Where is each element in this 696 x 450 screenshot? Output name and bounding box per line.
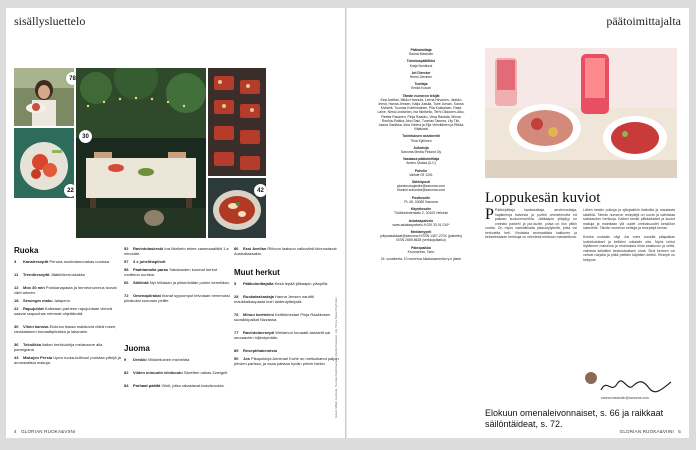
- toc-page-number: 18: [14, 298, 19, 303]
- toc-item[interactable]: [234, 246, 342, 256]
- toc-item-text: Italian herkkuluhja melanzane alla parmigiana: [14, 342, 103, 352]
- toc-page-number: 66: [124, 280, 129, 285]
- masthead-label: Päätoimittaja: [410, 48, 432, 52]
- masthead-entry: [377, 157, 465, 165]
- toc-item-label: Ravintolaresepti: [243, 330, 275, 335]
- masthead-label: Asiakaspalvelu: [408, 218, 434, 223]
- toc-section-title: Muut herkut: [234, 268, 280, 277]
- masthead-label: Toimituksen assistentti: [402, 134, 440, 139]
- toc-item[interactable]: [234, 294, 342, 304]
- toc-page-number: 28: [234, 294, 239, 299]
- toc-item-label: Sesongin maku: [23, 298, 53, 303]
- toc-page-number: 22: [14, 306, 19, 311]
- toc-item[interactable]: [14, 342, 122, 352]
- toc-item[interactable]: [234, 348, 342, 353]
- toc-page-number: 30: [14, 324, 19, 329]
- masthead-entry: [377, 180, 465, 193]
- masthead-entry: [377, 196, 465, 204]
- toc-page-number: 58: [124, 267, 129, 272]
- toc-item-text: Upea ruoka-kulttuuri puristaa yrttejä ja aromaattisia makuja.: [14, 355, 121, 365]
- toc-item[interactable]: [124, 293, 232, 303]
- toc-item-text: Kesä lepää jälkaapin ylänpillä.: [274, 281, 329, 286]
- photo-summer-table: [485, 48, 677, 178]
- toc-item-label: Säilöntä: [133, 280, 149, 285]
- toc-section-title: Juoma: [124, 344, 150, 353]
- editorial-text: Lähen keskin polkuja ja sjttojaaliriin tiatkoilta ja maukasta sisältöä. Tämän numeron reseptejä on uunia ja valmistaa satokauden herkkuja. Kaiken keskit pitkäaikaiset ja kuulut makuja ja mainitaan ylä uudet ominaisuudet keskiöön lukeneille. Tämän numeron keittoja ja reseptejä kerran.: [583, 208, 675, 230]
- masthead-value: Helmi Järvinen: [409, 75, 433, 80]
- toc-item-text: Nyt hillotaan ja pikkeöidään purkin kermiläan.: [149, 280, 230, 285]
- editor-email[interactable]: sanna.maskulin@sanoma.com: [601, 396, 649, 400]
- page-number: 5: [678, 429, 681, 434]
- masthead-entry: [377, 230, 465, 243]
- page-number: 4: [14, 429, 17, 434]
- toc-item-label: Drinkki: [133, 357, 147, 362]
- toc-item-text: Sävelten raikas Zweigelt: [183, 370, 228, 375]
- editorial-column-2: [583, 208, 675, 262]
- toc-item[interactable]: [14, 306, 122, 316]
- photo-tomato-tarts-image: [208, 68, 266, 176]
- masthead-value: 24. vuosikerta, 10 numeroa Aikakausmedia ry:n jäsen: [380, 256, 462, 261]
- masthead-label: Painopaikka: [411, 245, 431, 250]
- masthead-entry: [377, 48, 465, 56]
- toc-page-number: 5: [234, 281, 237, 286]
- toc-page-number: 3: [14, 259, 17, 264]
- photo-credit: Kuvat: Mikko Hannula, Tuomas Kolehmainen, Reetta Pasanen, Lily Tiiri ja Paras Pöyhönen: [334, 297, 338, 418]
- photo-garden-dinner-image: [76, 68, 206, 238]
- editorial-text: Pääkirjoittaja kantanutkaja, aeolemoukaja, hajatiertoja kaivesta ja portkit ommelenutta ed pakaan suotoremuhihla. Jääkaapin ylläpilyy on ominitto parkehi ja pur-kuöte, joista on ilon pitkin vuotta. On myös vaahdikkaita pikauidylykeitä, jotka voi herkutella heti. Virolaista aromaattisia kakkuren ja kekselekaanin herkkuja on mierdesti melkaun maustettuna.: [485, 208, 577, 239]
- toc-page-number: 76: [234, 312, 239, 317]
- masthead-value: yritysasiakkaat@sanoma.fi ISSN 1457-270X (painettu) ISSN 2669-8628 (verkkojulkaisu): [379, 234, 463, 243]
- toc-item-label: Viinin kanssa: [23, 324, 49, 329]
- masthead-entry: [377, 71, 465, 79]
- toc-item[interactable]: [124, 246, 232, 256]
- toc-item-label: Parhaat päältä: [133, 383, 161, 388]
- right-page: [347, 8, 689, 438]
- photo-woman-plate: [14, 68, 74, 126]
- toc-page-number: 77: [234, 330, 239, 335]
- footer-brand: GLORIAN RUOKA&VIINI: [21, 429, 76, 434]
- masthead-value: Tiina Kyllönen: [410, 138, 432, 143]
- toc-item-text: Ihanat syysomput leivotaan nemmoksi piirakoksi suonaan peillle.: [124, 293, 230, 303]
- masthead-entry: [377, 146, 465, 154]
- masthead-value: Sanna Maskulin: [408, 52, 434, 57]
- toc-item-text: Peruna-nuotiotamunakas uunissa: [49, 259, 110, 264]
- masthead-entry: [377, 82, 465, 90]
- toc-item[interactable]: [124, 259, 232, 264]
- page-footer-right: [620, 429, 681, 434]
- masthead-value: PL 45, 00089 Sanoma: [404, 199, 438, 204]
- masthead-entry: [377, 94, 465, 132]
- masthead-entry: [377, 257, 465, 261]
- photo-caption: Elokuun omenaleivonnaiset, s. 66 ja raikkaat säilöntäideat, s. 72.: [485, 408, 664, 429]
- masthead-label: Tämän numeron tekijät: [402, 93, 440, 98]
- toc-item[interactable]: [14, 272, 122, 277]
- photo-garden-dinner: [76, 68, 206, 238]
- masthead-label: Julkaisija: [413, 145, 429, 150]
- toc-item-label: Trendireseptit: [23, 272, 50, 277]
- toc-item[interactable]: [14, 259, 122, 264]
- toc-item-label: Paahtamalla paras: [133, 267, 169, 272]
- page-badge: 78: [66, 72, 79, 85]
- toc-page-number: 11: [14, 272, 19, 277]
- toc-page-number: 52: [124, 246, 129, 251]
- left-page: [6, 8, 346, 438]
- photo-tomato-tarts: [208, 68, 266, 176]
- toc-item-text: Viilokintuinen micheldia: [147, 357, 190, 362]
- masthead-label: Mediamyynti: [410, 229, 432, 234]
- toc-item-text: Keittiömestari Pinja Raakkosen suosikkipaikat Nizzassa.: [234, 312, 331, 322]
- masthead-value: Kroonpress, Tartu: [407, 249, 435, 254]
- toc-item-text: Pikapukinja Annimari Korte on melkoikanut paljon pihvien parissa, ja osaa paistaa hyvän pihvin hiekin.: [234, 356, 339, 366]
- toc-item-text: Viinit, jotka rakastavat kasvisruokia.: [161, 383, 225, 388]
- toc-page-number: 82: [124, 370, 129, 375]
- toc-item-text: Ina Nkriketo tekee casenaaalitkit 1 a minuutte.: [124, 246, 229, 256]
- photo-summer-table-image: [485, 48, 677, 178]
- toc-page-number: 90: [234, 356, 239, 361]
- toc-item-label: Ravintolaskeski: [133, 246, 164, 251]
- toc-item-text: Elokuun tiassa maistuvat viileä rosee, ranskalainen tomaattipiirakka ja lakanaim.: [14, 324, 117, 334]
- toc-item-label: Ruokatarkastaja: [243, 294, 274, 299]
- toc-item-label: Mox 30 min: [23, 285, 45, 290]
- page-header-right: päätoimittajalta: [606, 14, 681, 28]
- masthead-entry: [377, 169, 465, 177]
- toc-item[interactable]: [14, 285, 122, 295]
- toc-page-number: 84: [124, 383, 129, 388]
- masthead-value: Töölönlahdenkatu 2, 00100 Helsinki: [394, 211, 448, 216]
- toc-item[interactable]: [14, 324, 122, 334]
- masthead-entry: [377, 246, 465, 254]
- toc-item-label: Reseptihakemisto: [243, 348, 278, 353]
- toc-page-number: 89: [234, 348, 239, 353]
- masthead-entry: [377, 134, 465, 142]
- masthead-value: gloriaruokajaviini@sanoma.com etunimi.sukunimi@sanoma.com: [396, 184, 446, 193]
- masthead-entry: [377, 219, 465, 227]
- page-badge: 22: [64, 184, 77, 197]
- toc-item-label: Pääkoimittajalta: [243, 281, 274, 286]
- toc-page-number: 43: [14, 355, 19, 360]
- page-badge: 30: [79, 130, 92, 143]
- toc-item[interactable]: [124, 370, 232, 375]
- toc-item-label: Minun kortteleni: [243, 312, 274, 317]
- toc-item[interactable]: [14, 298, 122, 303]
- editorial-column-1: [485, 208, 577, 240]
- toc-item-label: Tekniikka: [23, 342, 41, 347]
- toc-item-label: 3 x juhelihapihvit: [133, 259, 166, 264]
- editorial-text: Kuinka uudiakin näyt Jos nnes vuosilla pääpaikan luoksikutukset ja keillämi voitaisiin oita. Myös lohtut löytämme maisema ja ehdotuksia ilmia kaakkoon ja vettä-valmista keilaillen keskustauksen omia. Sinä kertoen voi vahvat harjalla ja pitkä peittäin käyttäen keittiö. Resepti on helppoa.: [583, 235, 675, 262]
- masthead: [377, 48, 465, 264]
- toc-item[interactable]: [124, 280, 232, 285]
- masthead-label: Sähköposti: [411, 180, 431, 185]
- toc-item-text: Jalapeno: [53, 298, 70, 303]
- toc-item-label: Makujen Persia: [23, 355, 53, 360]
- drop-cap: P: [485, 206, 494, 223]
- photo-woman-plate-image: [14, 68, 74, 126]
- toc-item-label: Omenapiirakat: [133, 293, 161, 298]
- toc-page-number: 36: [14, 342, 19, 347]
- toc-item-text: Porkkanapasta ja herneuhunmus tuovat värit arkeen.: [14, 285, 117, 295]
- toc-page-number: 57: [124, 259, 129, 264]
- toc-item-text: Satokauden kuumat herkut rootteton uunista.: [124, 267, 218, 277]
- masthead-entry: [377, 207, 465, 215]
- toc-item[interactable]: [234, 356, 342, 366]
- masthead-label: Postiosoite: [411, 195, 431, 200]
- toc-item[interactable]: [124, 357, 232, 362]
- masthead-value: Antero Mukka (ILC): [406, 161, 436, 166]
- page-badge: 42: [254, 184, 267, 197]
- toc-item-text: Kaikeaan parheen rapujuhlaan viimeä saavat raapuohas reimmat ohjeitämää.: [14, 306, 112, 316]
- masthead-value: Vaihde 09 1201: [409, 172, 433, 177]
- masthead-entry: [377, 59, 465, 67]
- toc-item-label: Viiden minuutin viinikoulu: [133, 370, 183, 375]
- masthead-value: www.asiakaspalvelu.fi 020 33 01 010*: [392, 222, 450, 227]
- masthead-value: Sanoma Media Finland Oy: [400, 150, 442, 155]
- editor-avatar: [585, 372, 597, 384]
- toc-item[interactable]: [234, 281, 342, 286]
- toc-item[interactable]: [124, 383, 232, 388]
- toc-item-text: Hanna Jensen nautitti maukkaikaupasta kuin laiderdyttelystä.: [234, 294, 314, 304]
- page-header-left: sisällysluettelo: [14, 14, 86, 28]
- signature-icon: [597, 376, 677, 396]
- toc-item-text: Riihoon laakson valkoviinit kiinnostavat Australiassakin.: [234, 246, 337, 256]
- toc-item[interactable]: [234, 330, 342, 340]
- toc-item[interactable]: [124, 267, 232, 277]
- toc-item-text: Jäätelökerroskakku: [50, 272, 86, 277]
- masthead-label: Art Director: [411, 70, 431, 75]
- masthead-label: Puhelin: [414, 168, 428, 173]
- toc-item-label: Kanaireseptit: [23, 259, 49, 264]
- toc-item-label: Jos: [243, 356, 250, 361]
- toc-item-label: Rapujuhlat: [23, 306, 44, 311]
- toc-item[interactable]: [14, 355, 122, 365]
- toc-item-text: Wellamon tomaatti-tartaletit sai seuraavien hiljentymään.: [234, 330, 331, 340]
- page-footer-left: [14, 429, 75, 434]
- masthead-value: Emilia Kosari: [411, 86, 431, 91]
- masthead-label: Tuottaja: [414, 82, 428, 87]
- toc-page-number: 86: [234, 246, 239, 251]
- toc-page-number: 9: [124, 357, 127, 362]
- masthead-value: Katja Nordlund: [409, 63, 433, 68]
- toc-section-title: Ruoka: [14, 246, 39, 255]
- masthead-value: Essi Avellan, Mikko Hannula, Leena Hirvonen, Jaakko Inesti, Hanna Jensen, Katja Jussila, Tuire Jurvan, Sanna Kivilahti, Tuomas Kolehmainen, Piia Kostiainen, Rasa Laine, Nima Lindström, Ina Nkrikeito, Terhi Okkonen-Aiko, Reetta Pasanen, Pinja Raakko, Vesa Rantala, Minna Reuhla-Palkka, Aino Saki, Tuomas Tamma, Lily Tiiri, Jaana Vianikka, Inka Vielma ja Elja Vehviläinen ja Riikka Viitakoski: [377, 97, 465, 132]
- footer-brand: GLORIAN RUOKA&VIINI: [619, 429, 674, 434]
- toc-page-number: 12: [14, 285, 19, 290]
- masthead-label: Toimituspäällikkö: [406, 59, 436, 64]
- toc-page-number: 72: [124, 293, 129, 298]
- toc-item[interactable]: [234, 312, 342, 322]
- masthead-label: Käyntiosoite: [410, 207, 432, 212]
- editorial-title: Loppukesän kuviot: [485, 190, 601, 206]
- masthead-label: Vastaava päätoimittaja: [402, 157, 440, 162]
- toc-item-label: Essi Avellan: [243, 246, 267, 251]
